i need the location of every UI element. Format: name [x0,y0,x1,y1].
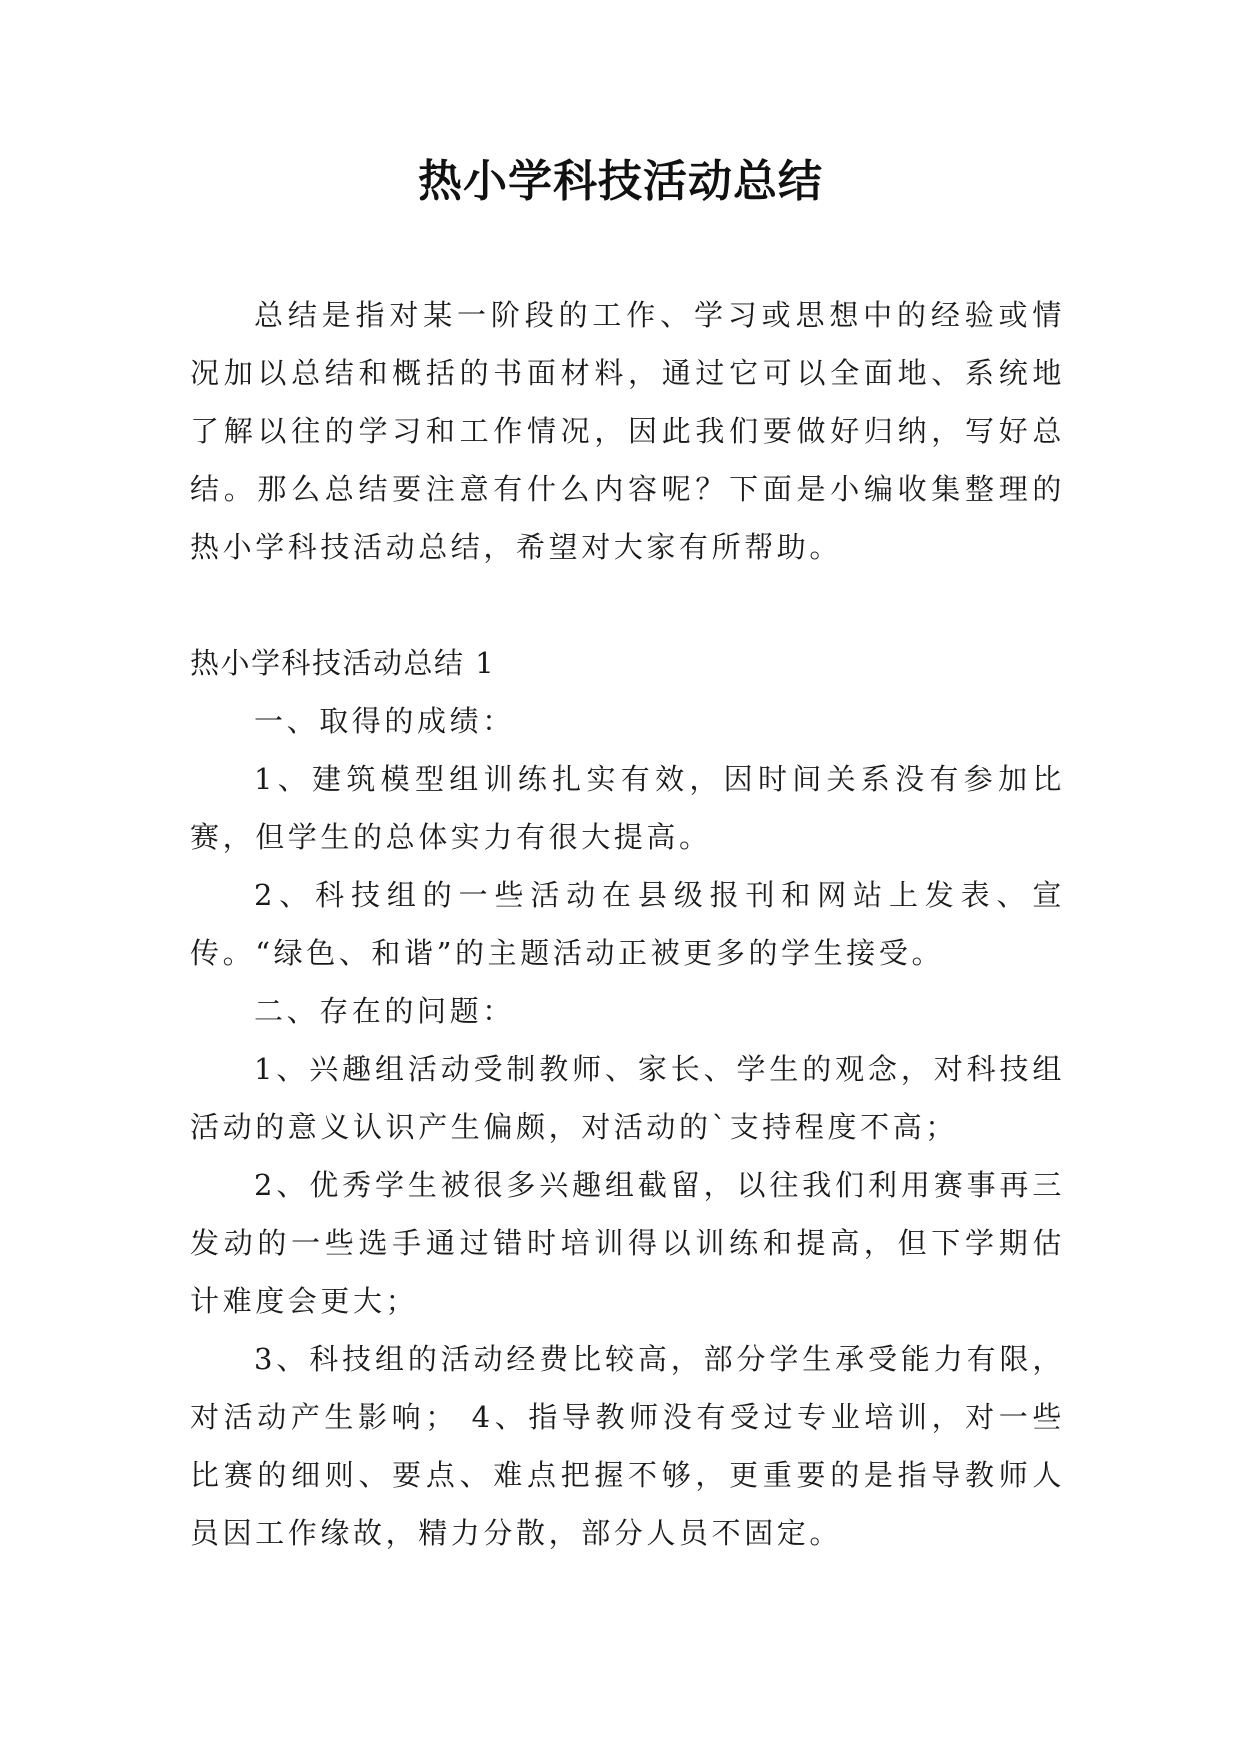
body-paragraph: 2、科技组的一些活动在县级报刊和网站上发表、宣传。“绿色、和谐”的主题活动正被更多的学生接受。 [190,878,1065,970]
body-paragraph: 1、建筑模型组训练扎实有效，因时间关系没有参加比赛，但学生的总体实力有很大提高。 [190,762,1065,854]
body-paragraph: 3、科技组的活动经费比较高，部分学生承受能力有限，对活动产生影响； 4、指导教师没有受过专业培训，对一些比赛的细则、要点、难点把握不够，更重要的是指导教师人员因工作缘故，精力分散，部分人员不固定。 [190,1342,1065,1550]
section-heading: 热小学科技活动总结 1 [190,646,496,680]
subheading-achievements: 一、取得的成绩： [254,704,515,738]
intro-paragraph: 总结是指对某一阶段的工作、学习或思想中的经验或情况加以总结和概括的书面材料，通过它可以全面地、系统地了解以往的学习和工作情况，因此我们要做好归纳，写好总结。那么总结要注意有什么内容呢？下面是小编收集整理的热小学科技活动总结，希望对大家有所帮助。 [190,298,1065,564]
document-title: 热小学科技活动总结 [418,156,823,207]
document-body [190,286,1065,1562]
paragraph-spacer [190,576,1065,634]
subheading-problems: 二、存在的问题： [254,994,515,1028]
body-paragraph: 2、优秀学生被很多兴趣组截留，以往我们利用赛事再三发动的一些选手通过错时培训得以训练和提高，但下学期估计难度会更大； [190,1168,1065,1318]
body-paragraph: 1、兴趣组活动受制教师、家长、学生的观念，对科技组活动的意义认识产生偏颇，对活动的`支持程度不高； [190,1052,1065,1144]
